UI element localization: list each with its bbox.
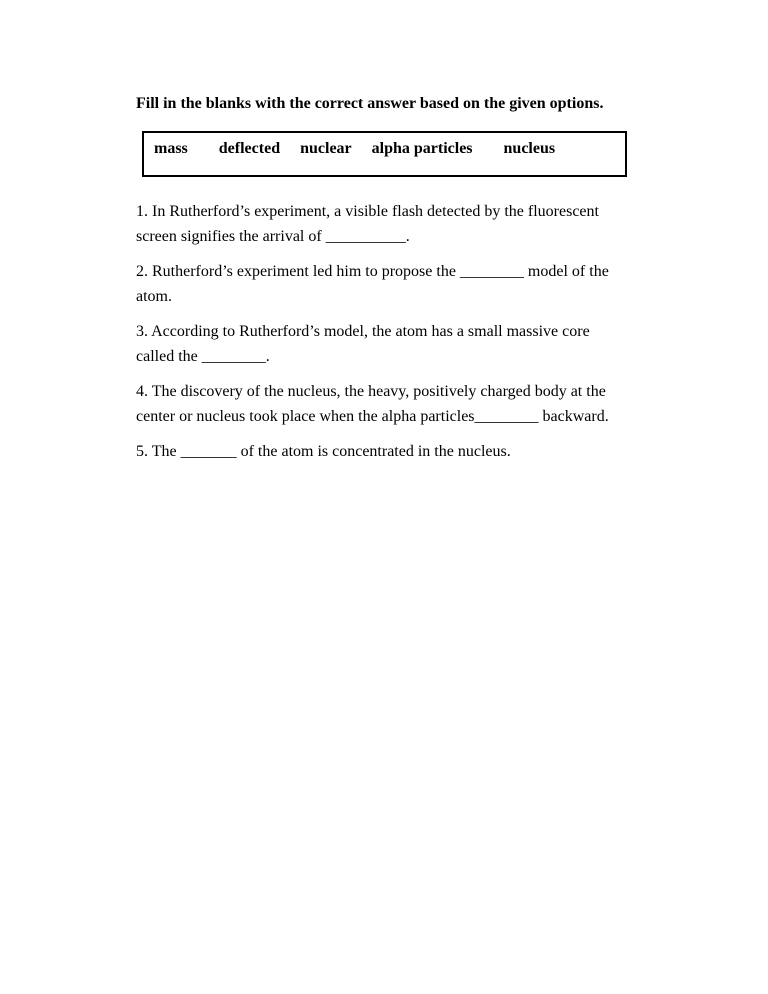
question-3	[136, 319, 658, 369]
word-bank-option-deflected: deflected	[218, 140, 281, 157]
word-bank-box	[142, 131, 627, 177]
question-5	[136, 439, 658, 464]
question-2-line-2: atom.	[136, 288, 172, 305]
question-3-line-2: called the ________.	[136, 348, 270, 365]
worksheet-content	[136, 93, 658, 474]
instructions-title: Fill in the blanks with the correct answer based on the given options.	[136, 95, 604, 112]
question-1-line-2: screen signifies the arrival of __________.	[136, 228, 410, 245]
question-5-line-1: 5. The _______ of the atom is concentrated in the nucleus.	[136, 443, 511, 460]
question-4-line-1: 4. The discovery of the nucleus, the heavy, positively charged body at the	[136, 383, 606, 400]
questions-list	[136, 199, 658, 464]
question-2	[136, 259, 658, 309]
question-4	[136, 379, 658, 429]
question-1-line-1: 1. In Rutherford’s experiment, a visible flash detected by the fluorescent	[136, 203, 599, 220]
word-bank-option-nuclear: nuclear	[300, 140, 352, 157]
question-3-line-1: 3. According to Rutherford’s model, the atom has a small massive core	[136, 323, 590, 340]
word-bank-option-alpha-particles: alpha particles	[371, 140, 473, 157]
word-bank-option-mass: mass	[154, 140, 188, 157]
question-1	[136, 199, 658, 249]
word-bank-option-nucleus: nucleus	[503, 140, 556, 157]
question-2-line-1: 2. Rutherford’s experiment led him to propose the ________ model of the	[136, 263, 609, 280]
question-4-line-2: center or nucleus took place when the alpha particles________ backward.	[136, 408, 609, 425]
